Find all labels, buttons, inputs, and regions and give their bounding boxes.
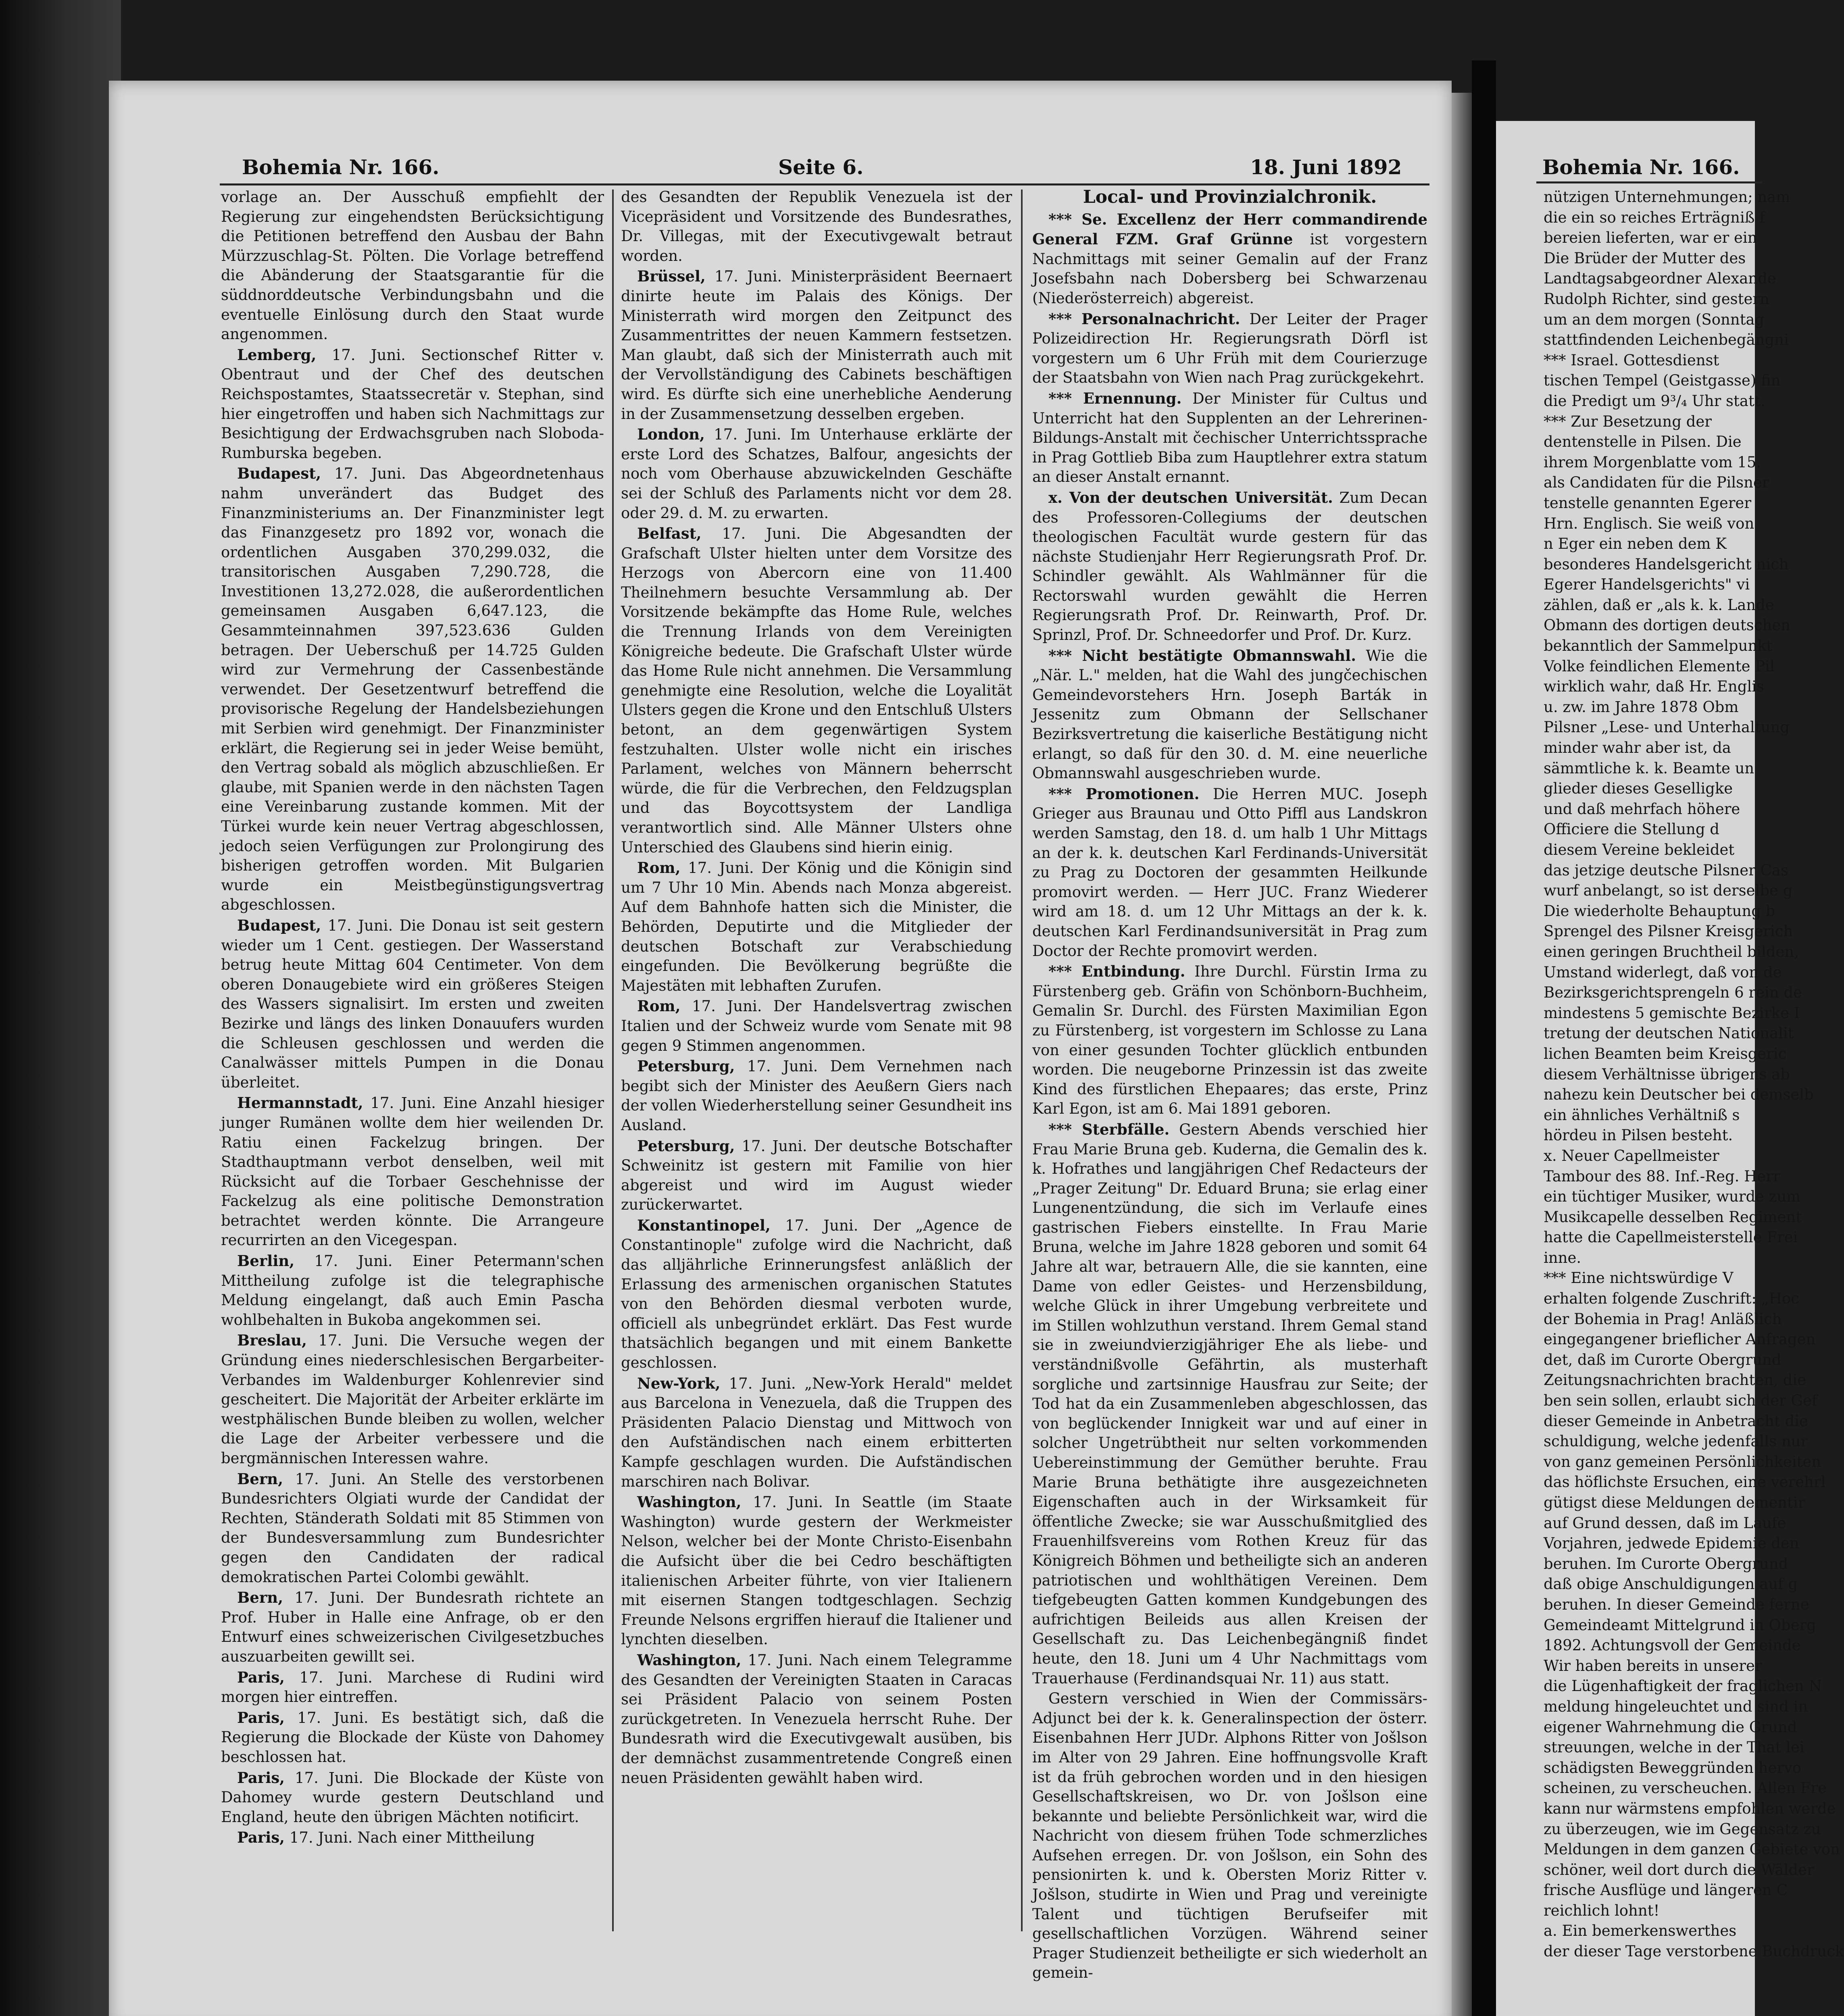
dateline: Lemberg, [237,346,317,364]
facing-page-line: auf Grund dessen, daß im Laufe [1544,1514,1786,1532]
dateline: *** Sterbfälle. [1048,1120,1170,1138]
facing-page-line: Musikcapelle desselben Regiment [1544,1208,1802,1226]
article-text: Ihre Durchl. Fürstin Irma zu Fürstenberg geb. Gräfin von Schönborn-Buchheim, Gemalin Sr. Durchl. des Fürsten Maximilian Egon zu Fürstenberg, ist vorgestern im Schlosse zu Lana von einer gesunden Tochter glücklich entbunden worden. Die neugeborne Prinzessin ist das zweite Kind des fürstlichen Ehepaares; das erste, Prinz Karl Egon, ist am 6. Mai 1891 geboren. [1032,963,1428,1118]
facing-page-line: ein ähnliches Verhältniß s [1544,1106,1740,1124]
facing-page-line: minder wahr aber ist, da [1544,739,1731,757]
facing-page-line: ben sein sollen, erlaubt sich der Gef [1544,1392,1817,1410]
article-text: 17. Juni. Der Handelsvertrag zwischen Italien und der Schweiz wurde vom Senate mit 98 gegen 9 Stimmen angenommen. [621,998,1012,1054]
facing-page-line: schöner, weil dort durch die Wälder [1544,1861,1814,1879]
facing-page-line: als Candidaten für die Pilsner [1544,474,1769,492]
facing-page-line: mindestens 5 gemischte Bezirke I [1544,1004,1800,1022]
article-text: vorlage an. Der Ausschuß empfiehlt der Regierung zur eingehendsten Berücksichtigung die Petitionen betreffend den Ausbau der Bahn Mürzzuschlag-St. Pölten. Die Vorlage betreffend die Abänderung der Staatsgarantie für die süddnorddeutsche Verbindungsbahn und die eventuelle Einlösung durch den Staat wurde angenommen. [221,188,604,343]
facing-page-line: eigener Wahrnehmung die Grund [1544,1718,1797,1736]
facing-page-line: a. Ein bemerkenswerthes [1544,1922,1737,1940]
facing-page [1496,121,1844,2016]
facing-page-line: inne. [1544,1249,1581,1266]
facing-page-line: Wir haben bereits in unserer [1544,1657,1762,1674]
scan-border [0,0,121,2016]
facing-page-column [1544,187,1844,1962]
facing-page-line: der Bohemia in Prag! Anläßlich [1544,1310,1782,1328]
facing-page-line: hatte die Capellmeisterstelle Frei [1544,1229,1798,1246]
dateline: Petersburg, [637,1137,735,1155]
article-text: 17. Juni. „New-York Herald" meldet aus Barcelona in Venezuela, daß die Truppen des Präsidenten Palacio Dienstag und Mittwoch von den Aufständischen nach einem erbitterten Kampfe geschlagen wurden. Die Aufständischen marschiren nach Bolivar. [621,1375,1013,1490]
dateline: Bern, [237,1470,283,1488]
facing-page-line: u. zw. im Jahre 1878 Obm [1544,698,1739,716]
facing-page-line: Die Brüder der Mutter des [1544,249,1746,267]
dateline: *** Promotionen. [1048,785,1200,803]
article-text: 17. Juni. Der „Agence de Constantinople" zufolge wird die Nachricht, daß das alljährliche Erinnerungsfest anläßlich der Erlassung des armenischen organischen Statutes von den Behörden diesmal verboten wurde, officiell als unbegründet erklärt. Das Fest wurde thatsächlich begangen und mit einem Bankette geschlossen. [621,1216,1012,1372]
article-text: 17. Juni. Nach einer Mittheilung [289,1829,535,1847]
article-text: 17. Juni. Dem Vernehmen nach begibt sich der Minister des Aeußern Giers nach der vollen Wiederherstellung seiner Gesundheit ins Ausland. [621,1058,1013,1134]
article-text: 17. Juni. Der König und die Königin sind um 7 Uhr 10 Min. Abends nach Monza abgereist. Auf dem Bahnhofe hatten sich die Minister, die Behörden, Deputirte und die Mitglieder der deutschen Botschaft zur Verabschiedung eingefunden. Die Bevölkerung begrüßte die Majestäten mit lebhaften Zurufen. [621,859,1013,994]
article-text: Zum Decan des Professoren-Collegiums der deutschen theologischen Facultät wurde gestern für das nächste Studienjahr Herr Regierungsrath Prof. Dr. Schindler gewählt. Als Wahlmänner für die Rectorswahl wurden gewählt die Herren Regierungsrath Prof. Dr. Reinwarth, Prof. Dr. Sprinzl, Prof. Dr. Schneedorfer und Prof. Dr. Kurz. [1032,489,1427,644]
facing-page-line: bereien lieferten, war er ein [1544,229,1757,247]
facing-page-line: dieser Gemeinde in Anbetracht die [1544,1412,1808,1430]
facing-page-line: lichen Beamten beim Kreisgeric [1544,1045,1787,1062]
facing-page-line: Zeitungsnachrichten brachten, die [1544,1371,1806,1389]
facing-page-line: Pilsner „Lese- und Unterhaltung [1544,719,1790,736]
facing-page-line: streuungen, welche in der That lei [1544,1739,1804,1756]
facing-page-line: Sprengel des Pilsner Kreisgerich [1544,923,1793,940]
facing-page-line: Umstand widerlegt, daß von de [1544,963,1782,981]
article-paragraph [621,1216,1012,1373]
article-text: 17. Juni. Sectionschef Ritter v. Obentraut und der Chef des deutschen Reichspostamtes, Staatssecretär v. Stephan, sind hier eingetroffen und haben sich Nachmittags zur Besichtigung der Erdwachsgruben nach Sloboda-Rumburska begeben. [221,346,604,462]
article-paragraph [221,1251,604,1330]
facing-page-line: ein tüchtiger Musiker, wurde zum [1544,1188,1801,1206]
dateline: Belfast, [637,525,702,543]
facing-page-line: wirklich wahr, daß Hr. Englis [1544,678,1765,696]
facing-page-line: nahezu kein Deutscher bei demselb [1544,1086,1814,1104]
facing-page-line: gütigst diese Meldungen dementir [1544,1494,1805,1511]
article-paragraph [1032,962,1427,1119]
article-paragraph [621,1056,1012,1135]
facing-page-line: der dieser Tage verstorbene Buchdruck [1544,1943,1844,1960]
facing-page-line: von ganz gemeinen Persönlichkeiten [1544,1453,1821,1470]
running-head-date: 18. Juni 1892 [1250,155,1402,179]
facing-page-line: Gemeindeamt Mittelgrund in Oberg [1544,1616,1816,1634]
facing-page-line: das jetzige deutsche Pilsner Cas [1544,861,1788,879]
facing-page-line: beruhen. Im Curorte Obergrund [1544,1555,1788,1572]
facing-page-line: Officiere die Stellung d [1544,821,1719,838]
facing-page-line: sämmtliche k. k. Beamte un [1544,759,1754,777]
facing-page-line: stattfindenden Leichenbegängni [1544,331,1789,349]
facing-page-line: wurf anbelangt, so ist derselbe g [1544,882,1793,900]
article-paragraph [1032,646,1427,783]
book-gutter [1472,60,1496,2016]
dateline: Breslau, [237,1331,307,1350]
article-text: 17. Juni. Marchese di Rudini wird morgen hier eintreffen. [221,1668,604,1706]
article-text: 17. Juni. Die Donau ist seit gestern wieder um 1 Cent. gestiegen. Der Wasserstand betrug heute Mittag 604 Centimeter. Von dem oberen Donaugebiete wird ein größeres Steigen des Wassers signalisirt. Im ersten und zweiten Bezirke und längs des linken Donauufers wurden die Schleusen geschlossen und werden die Canalwässer mittels Pumpen in die Donau überleitet. [221,916,604,1091]
article-paragraph [221,1708,604,1767]
article-paragraph [621,858,1012,996]
column-1 [221,187,604,1945]
article-text: Wie die „När. L." melden, hat die Wahl des jungčechischen Gemeindevorstehers Hrn. Joseph Barták in Jessenitz zum Obmann der Sellschaner Bezirksvertretung die kaiserliche Bestätigung nicht erlangt, so daß für den 30. d. M. eine neuerliche Obmannswahl ausgeschrieben wurde. [1032,647,1427,782]
facing-page-line: meldung hingeleuchtet und sind in [1544,1697,1808,1715]
facing-page-line: frische Ausflüge und längeren C [1544,1881,1788,1899]
facing-page-line: Volke feindlichen Elemente Pil [1544,657,1775,675]
article-paragraph [1032,488,1427,645]
article-paragraph [621,1650,1012,1788]
facing-page-line: Die wiederholte Behauptung b [1544,902,1775,920]
section-title: Local- und Provinzialchronik. [1083,187,1377,207]
facing-page-line: reichlich lohnt! [1544,1901,1660,1919]
article-paragraph [621,425,1012,523]
dateline: Hermannstadt, [237,1094,363,1112]
article-text: 17. Juni. Eine Anzahl hiesiger junger Rumänen wollte dem hier weilenden Dr. Ratiu einen Fackelzug bringen. Der Stadthauptmann verbot denselben, weil mit Rücksicht auf die Torbaer Geschehnisse der Fackelzug als eine politische Demonstration betrachtet werden könnte. Die Arrangeure recurrirten an den Vicegespan. [221,1094,604,1249]
dateline: Washington, [637,1493,742,1511]
facing-page-line: glieder dieses Geselligke [1544,780,1733,798]
article-paragraph [1032,1689,1427,1983]
article-text: 17. Juni. Im Unterhause erklärte der erste Lord des Schatzes, Balfour, angesichts der noch vom Oberhause abzuwickelnden Geschäfte sei der Schluß des Parlaments nicht vor dem 28. oder 29. d. M. zu erwarten. [621,426,1012,522]
facing-page-line: um an dem morgen (Sonntag [1544,310,1765,328]
dateline: Rom, [637,859,681,877]
page-edge [1452,93,1472,2016]
facing-page-line: diesem Vereine bekleidet [1544,841,1735,858]
article-paragraph [221,187,604,344]
article-text: 17. Juni. Die Versuche wegen der Gründung eines niederschlesischen Bergarbeiter-Verbandes im Waldenburger Kohlenrevier sind gescheitert. Die Majorität der Arbeiter erklärte im westphälischen Bunde bleiben zu wollen, welcher die Lage der Arbeiter verbessere und die bergmännischen Interessen wahre. [221,1332,604,1467]
article-text: 17. Juni. Nach einem Telegramme des Gesandten der Vereinigten Staaten in Caracas sei Präsident Palacio von seinem Posten zurückgetreten. In Venezuela herrscht Ruhe. Der Bundesrath wird die Executivgewalt ausüben, bis der demnächst zusammentretende Congreß einen neuen Präsidenten gewählt haben wird. [621,1651,1012,1787]
facing-page-line: die Lügenhaftigkeit der fraglichen N [1544,1677,1822,1695]
facing-page-line: diesem Verhältnisse übrigens ab [1544,1065,1790,1083]
article-paragraph [221,1469,604,1587]
article-text: ist vorgestern Nachmittags mit seiner Gemalin auf der Franz Josefsbahn nach Dobersberg bei Schwarzenau (Niederösterreich) abgereist. [1032,231,1427,307]
article-text: 17. Juni. In Seattle (im Staate Washington) wurde gestern der Werkmeister Nelson, welcher bei der Monte Christo-Eisenbahn die Aufsicht über die bei Cedro beschäftigten italienischen Arbeiter führte, von vier Italienern mit eisernen Stangen todtgeschlagen. Sechzig Freunde Nelsons ergriffen hierauf die Italiener und lynchten dieselben. [621,1493,1013,1648]
article-paragraph [221,1588,604,1666]
facing-page-line: tischen Tempel (Geistgasse) fin [1544,372,1781,389]
facing-page-running-head: Bohemia Nr. 166. [1542,155,1740,179]
facing-page-rule [1536,181,1762,183]
dateline: *** Entbindung. [1048,962,1186,981]
facing-page-line: beruhen. In dieser Gemeinde ferne [1544,1595,1809,1613]
article-text: 17. Juni. Der Bundesrath richtete an Prof. Huber in Halle eine Anfrage, ob er den Entwurf eines schweizerischen Civilgesetzbuches auszuarbeiten gewillt sei. [221,1589,604,1665]
facing-page-line: zu überzeugen, wie im Gegensatz zu [1544,1820,1821,1838]
article-text: 17. Juni. Es bestätigt sich, daß die Regierung die Blockade der Küste von Dahomey beschlossen hat. [221,1709,604,1766]
dateline: London, [637,425,705,444]
article-text: 17. Juni. Ministerpräsident Beernaert dinirte heute im Palais des Königs. Der Ministerrath wird morgen den Zeitpunct des Zusammentrittes der neuen Kammern festsetzen. Man glaubt, daß sich der Ministerrath auch mit der Vervollständigung des Cabinets beschäftigen wird. Es dürfte sich eine unerhebliche Aenderung in der Zusammensetzung desselben ergeben. [621,268,1013,423]
dateline: Berlin, [237,1252,295,1270]
article-text: 17. Juni. An Stelle des verstorbenen Bundesrichters Olgiati wurde der Candidat der Rechten, Ständerath Soldati mit 85 Stimmen von der Bundesversammlung zum Bundesrichter gegen den Candidaten der radical demokratischen Partei Colombi gewählt. [221,1470,604,1586]
column-rule [612,190,614,1931]
facing-page-line: Tambour des 88. Inf.-Reg. Herr [1544,1167,1780,1185]
article-text: 17. Juni. Die Blockade der Küste von Dahomey wurde gestern Deutschland und England, heute den übrigen Mächten notificirt. [221,1769,604,1826]
facing-page-line: das höflichste Ersuchen, eine verehrl [1544,1473,1826,1491]
dateline: Budapest, [237,464,321,483]
article-paragraph [621,1374,1012,1492]
column-3 [1032,187,1428,1982]
facing-page-line: scheinen, zu verscheuchen. Allen Fre [1544,1779,1827,1797]
dateline: Konstantinopel, [637,1216,771,1234]
facing-page-line: Rudolph Richter, sind gestern [1544,290,1769,308]
article-text: Der Minister für Cultus und Unterricht hat den Supplenten an der Lehrerinen-Bildungs-Anstalt mit čechischer Unterrichtssprache in Prag Gottlieb Biba zum Hauptlehrer extra statum an dieser Anstalt ernannt. [1032,389,1428,486]
facing-page-line: tretung der deutschen Nationalit [1544,1025,1794,1042]
column-rule [1021,190,1023,1931]
dateline: x. Von der deutschen Universität. [1048,488,1333,506]
facing-page-line: dentenstelle in Pilsen. Die [1544,433,1742,451]
article-paragraph [621,1492,1012,1649]
facing-page-line: ihrem Morgenblatte vom 15. [1544,453,1761,471]
facing-page-line: daß obige Anschuldigungen auf g [1544,1575,1798,1593]
article-text: Der Leiter der Prager Polizeidirection Hr. Regierungsrath Dörfl ist vorgestern um 6 Uhr Früh mit dem Courierzuge der Staatsbahn von Wien nach Prag zurückgekehrt. [1032,310,1427,387]
dateline: Paris, [237,1768,285,1787]
article-text: 17. Juni. Der deutsche Botschafter Schweinitz ist gestern mit Familie von hier abgereist und wird im August wieder zurückerwartet. [621,1137,1012,1214]
facing-page-line: erhalten folgende Zuschrift: „Hoc [1544,1290,1800,1308]
dateline: New-York, [637,1374,721,1392]
article-paragraph [621,187,1012,266]
facing-page-line: Egerer Handelsgerichts" vi [1544,576,1750,594]
facing-page-line: eingegangener brieflicher Anfragen [1544,1331,1816,1348]
facing-page-line: schuldigung, welche jedenfalls nur [1544,1433,1808,1450]
facing-page-line: zählen, daß er „als k. k. Lande [1544,596,1774,614]
article-paragraph [221,464,604,915]
dateline: Rom, [637,997,681,1015]
dateline: Budapest, [237,916,321,934]
facing-page-line: *** Israel. Gottesdienst [1544,351,1719,369]
article-text: 17. Juni. Einer Petermann'schen Mittheilung zufolge ist die telegraphische Meldung eingelangt, daß auch Emin Pascha wohlbehalten in Bukoba angekommen sei. [221,1252,604,1329]
facing-page-line: Bezirksgerichtsprengeln 6 rein de [1544,984,1802,1002]
dateline: Bern, [237,1589,283,1607]
article-paragraph [621,996,1012,1056]
dateline: *** Nicht bestätigte Obmannswahl. [1048,646,1356,664]
article-paragraph [221,1828,604,1848]
article-paragraph [1032,309,1427,388]
article-text: Gestern Abends verschied hier Frau Marie Bruna geb. Kuderna, die Gemalin des k. k. Hofrathes und langjährigen Chef Redacteurs der „Prager Zeitung" Dr. Eduard Bruna; sie erlag einer Lungenentzündung, die sich im Verlaufe eines gastrischen Fiebers einstellte. In Frau Marie Bruna, welche im Jahre 1828 geboren und somit 64 Jahre alt war, betrauern Alle, die sie kannten, eine Dame von edler Geistes- und Herzensbildung, welche Glück in ihrer Umgebung verbreitete und im Stillen wohlzuthun verstand. Ihrem Gemal stand sie in zweiundvierzigjähriger Ehe als liebe- und verständnißvolle Gefährtin, als musterhaft sorgliche und zartsinnige Hausfrau zur Seite; der Tod hat da ein Zusammenleben abgeschlossen, das von beglückender Innigkeit war und auf einer in solcher Ungetrübtheit nur selten vorkommenden Uebereinstimmung der Gemüther beruhte. Frau Marie Bruna bethätigte ihre ausgezeichneten Eigenschaften auch in der Wirksamkeit für öffentliche Zwecke; sie war Ausschußmitglied des Frauenhilfsvereins vom Rothen Kreuz für das Königreich Böhmen und betheiligte sich an anderen patriotischen und wohlthätigen Vereinen. Dem tiefgebeugten Gatten kommen Kundgebungen des aufrichtigen Beileids aus allen Kreisen der Gesellschaft zu. Das Leichenbegängniß findet heute, den 18. Juni um 4 Uhr Nachmittags vom Trauerhause (Ferdinandsquai Nr. 11) aus statt. [1032,1120,1428,1687]
article-paragraph [1032,389,1427,487]
article-text: 17. Juni. Das Abgeordnetenhaus nahm unverändert das Budget des Finanzministeriums an. Der Finanzminister legt das Finanzgesetz pro 1892 vor, wonach die ordentlichen Ausgaben 370,299.032, die transitorischen Ausgaben 7,290.728, die Investitionen 13,272.028, die außerordentlichen gemeinsamen Ausgaben 6,647.123, die Gesammteinnahmen 397,523.636 Gulden betragen. Der Ueberschuß per 14.725 Gulden wird zur Vermehrung der Cassenbestände verwendet. Der Gesetzentwurf betreffend die provisorische Regelung der Handelsbeziehungen mit Serbien wird genehmigt. Der Finanzminister erklärt, die Regierung sei in jeder Weise bemüht, den Vertrag sobald als möglich abzuschließen. Er glaube, mit Spanien werde in den nächsten Tagen eine Vereinbarung zustande kommen. Mit der Türkei wurde kein neuer Vertrag abgeschlossen, jedoch seien Verfügungen zur Prolongirung des bisherigen getroffen worden. Mit Bulgarien wurde ein Meistbegünstigungsvertrag abgeschlossen. [221,465,604,914]
facing-page-line: *** Eine nichtswürdige V [1544,1269,1734,1287]
facing-page-line: Landtagsabgeordner Alexande [1544,270,1776,287]
article-text: 17. Juni. Die Abgesandten der Grafschaft Ulster hielten unter dem Vorsitze des Herzogs von Abercorn eine von 11.400 Theilnehmern besuchte Versammlung ab. Der Vorsitzende bekämpfte das Home Rule, welches die Trennung Irlands von dem Vereinigten Königreiche bedeute. Die Grafschaft Ulster würde das Home Rule nicht annehmen. Die Versammlung genehmigte eine Resolution, welche die Loyalität Ulsters gegen die Krone und den Entschluß Ulsters betont, an dem gegenwärtigen System festzuhalten. Ulster wolle nicht ein irisches Parlament, welches von Männern beherrscht würde, die für die Verbrechen, den Feldzugsplan und das Boycottsystem der Landliga verantwortlich sind. Alle Männer Ulsters ohne Unterschied des Glaubens sind hierin einig. [621,525,1013,856]
facing-page-line: Vorjahren, jedwede Epidemie den [1544,1535,1799,1552]
dateline: Petersburg, [637,1057,735,1075]
article-paragraph [621,1136,1012,1215]
facing-page-line: die ein so reiches Erträgniß f [1544,208,1765,226]
article-paragraph [1032,1120,1427,1688]
facing-page-line: hördeu in Pilsen besteht. [1544,1127,1733,1144]
dateline: *** Ernennung. [1048,389,1182,407]
article-paragraph [221,1093,604,1250]
facing-page-line: besonderes Handelsgericht nich [1544,555,1789,573]
dateline: Paris, [237,1829,285,1847]
facing-page-line: einen geringen Bruchtheil bilden, [1544,943,1799,960]
facing-page-line: bekanntlich der Sammelpunkt [1544,637,1773,655]
facing-page-line: Meldungen in dem ganzen Gebiete von [1544,1841,1840,1858]
article-paragraph [621,267,1012,424]
column-2 [621,187,1012,1945]
article-paragraph [621,524,1012,857]
article-text: Gestern verschied in Wien der Commissärs-Adjunct bei der k. k. Generalinspection der österr. Eisenbahnen Herr JUDr. Alphons Ritter von Jošlson im Alter von 29 Jahren. Eine hoffnungsvolle Kraft ist da früh gebrochen worden und in den hiesigen Gesellschaftskreisen, wo Dr. von Jošlson eine bekannte und beliebte Persönlichkeit war, wird die Nachricht von diesem frühen Tode schmerzliches Aufsehen erregen. Dr. von Jošlson, ein Sohn des pensionirten k. und k. Obersten Moriz Ritter v. Jošlson, studirte in Wien und Prag und vereinigte Talent und tüchtigen Berufseifer mit gesellschaftlichen Vorzügen. Während seiner Prager Studienzeit betheiligte er sich wiederholt an gemein- [1032,1690,1427,1982]
facing-page-line: Obmann des dortigen deutschen [1544,616,1790,634]
facing-page-line: det, daß im Curorte Obergrund [1544,1351,1781,1368]
facing-page-line: 1892. Achtungsvoll der Gemeinde [1544,1637,1801,1654]
article-paragraph [1032,210,1427,308]
facing-page-line: nützigen Unternehmungen; nam [1544,188,1790,206]
facing-page-line: kann nur wärmstens empfohlen werde [1544,1799,1836,1817]
facing-page-line: Hrn. Englisch. Sie weiß von [1544,514,1754,532]
facing-page-line: und daß mehrfach höhere [1544,800,1740,818]
facing-page-line: tenstelle genannten Egerer [1544,494,1752,512]
facing-page-line: x. Neuer Capellmeister [1544,1147,1719,1164]
dateline: Paris, [237,1708,285,1727]
article-text: des Gesandten der Republik Venezuela ist der Vicepräsident und Vorsitzende des Bundesrathes, Dr. Villegas, mit der Executivgewalt betraut worden. [621,188,1012,264]
article-paragraph [221,1768,604,1827]
dateline: *** Personalnachricht. [1048,310,1240,328]
facing-page-line: *** Zur Besetzung der [1544,412,1712,430]
facing-page-line: n Eger ein neben dem K [1544,535,1727,553]
article-paragraph [221,345,604,463]
running-head-left: Bohemia Nr. 166. [242,155,440,179]
article-paragraph [221,1331,604,1468]
header-rule [220,183,1429,185]
dateline: Paris, [237,1668,285,1686]
article-text: Die Herren MUC. Joseph Grieger aus Braunau und Otto Piffl aus Landskron werden Samstag, den 18. d. um halb 1 Uhr Mittags an der k. k. deutschen Karl Ferdinands-Universität zu Prag zu Doctoren der gesammten Heilkunde promovirt werden. — Herr JUC. Franz Wiederer wird am 18. d. um 12 Uhr Mittags an der k. k. deutschen Karl Ferdinandsuniversität in Prag zum Doctor der Rechte promovirt werden. [1032,785,1427,960]
dateline: *** Se. Excellenz der Herr commandirende General FZM. Graf Grünne [1032,210,1427,248]
facing-page-line: schädigsten Beweggründen hervo [1544,1759,1802,1776]
dateline: Brüssel, [637,267,706,285]
article-paragraph [221,916,604,1092]
article-paragraph [221,1668,604,1707]
article-paragraph [1032,784,1427,961]
facing-page-line: die Predigt um 9³/₄ Uhr statt. [1544,392,1765,410]
dateline: Washington, [637,1651,742,1669]
running-head-page-number: Seite 6. [778,155,864,179]
